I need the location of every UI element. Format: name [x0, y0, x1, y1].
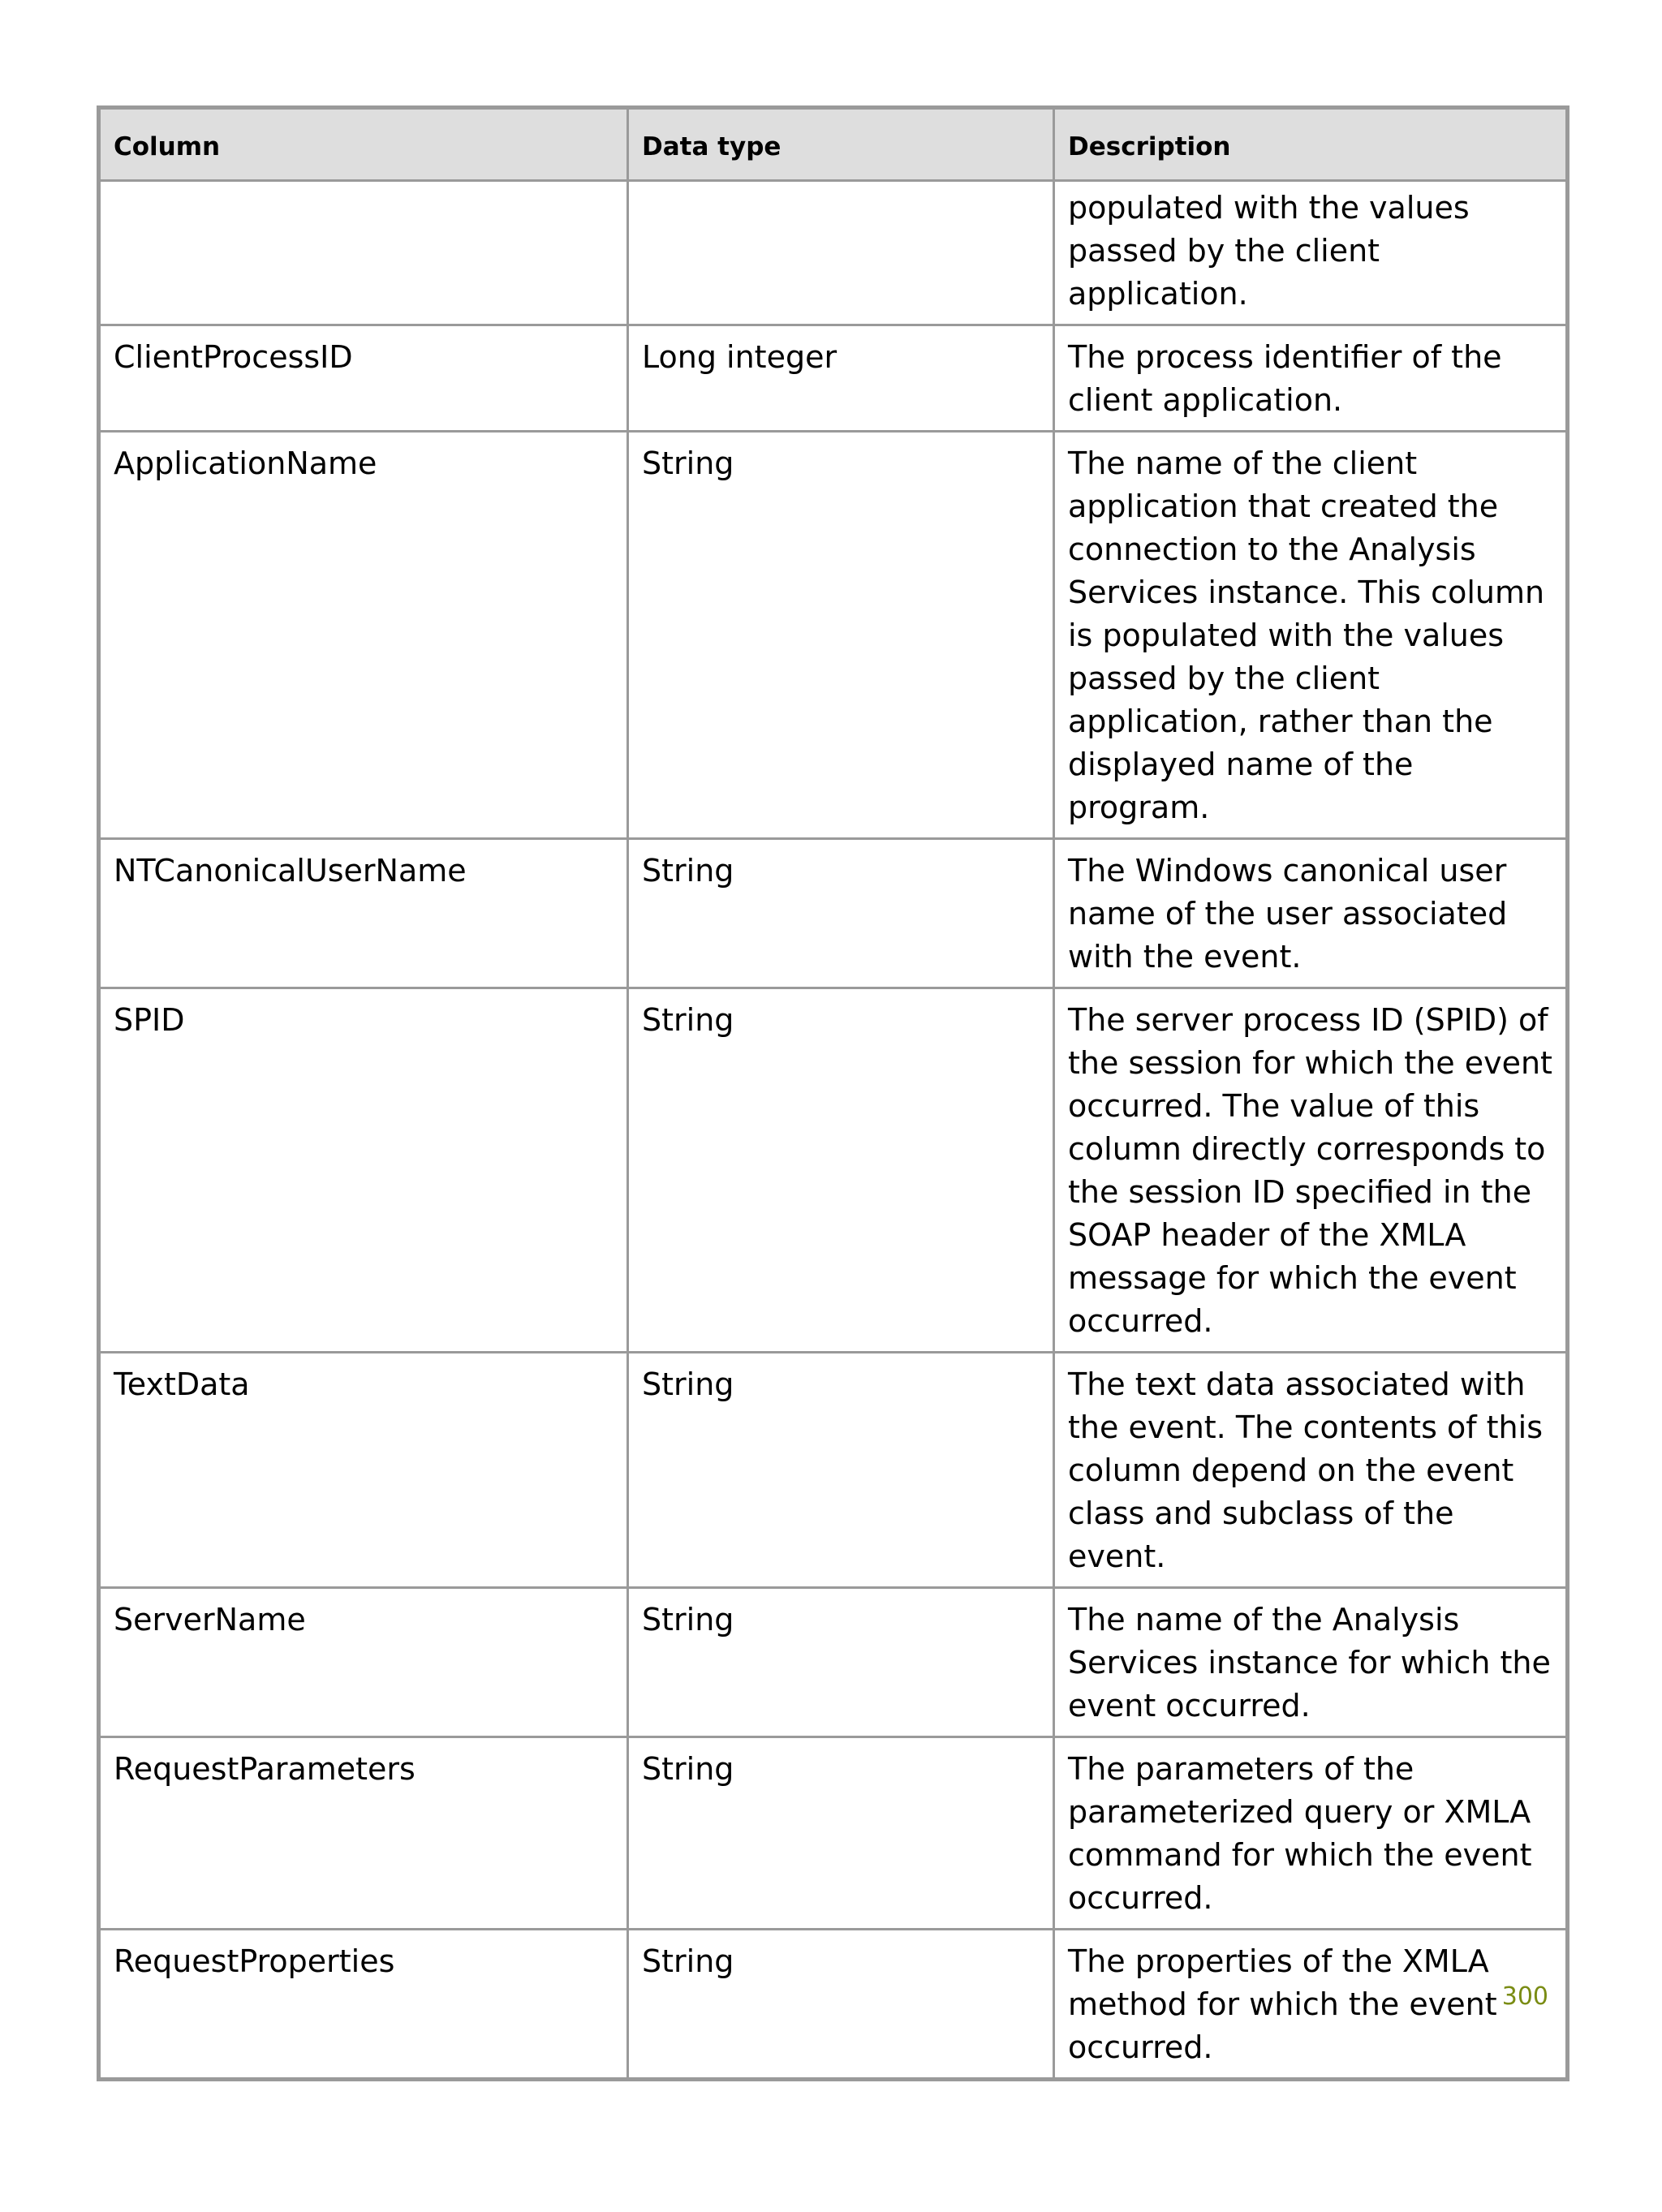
- cell-data-type: Long integer: [628, 325, 1054, 432]
- cell-column: [99, 181, 628, 325]
- cell-column: SPID: [99, 988, 628, 1353]
- cell-data-type: String: [628, 432, 1054, 839]
- cell-description: populated with the values passed by the client application.: [1054, 181, 1568, 325]
- table-row: [99, 325, 1568, 432]
- cell-data-type: String: [628, 988, 1054, 1353]
- header-column: Column: [99, 108, 628, 181]
- table-header: [99, 108, 1568, 181]
- cell-column: ClientProcessID: [99, 325, 628, 432]
- cell-data-type: String: [628, 839, 1054, 988]
- cell-column: TextData: [99, 1353, 628, 1588]
- table-row: [99, 181, 1568, 325]
- cell-data-type: String: [628, 1588, 1054, 1737]
- page-number: 300: [1501, 1982, 1548, 2011]
- cell-column: RequestProperties: [99, 1930, 628, 2080]
- cell-data-type: [628, 181, 1054, 325]
- columns-table: [97, 105, 1569, 2081]
- cell-description: The Windows canonical user name of the user associated with the event.: [1054, 839, 1568, 988]
- table-row: [99, 1588, 1568, 1737]
- cell-description: The parameters of the parameterized query or XMLA command for which the event occurred.: [1054, 1737, 1568, 1930]
- table-row: [99, 1930, 1568, 2080]
- table-row: [99, 1737, 1568, 1930]
- cell-description: The name of the Analysis Services instance for which the event occurred.: [1054, 1588, 1568, 1737]
- cell-description: The properties of the XMLA method for which the event occurred.: [1054, 1930, 1568, 2080]
- table-row: [99, 1353, 1568, 1588]
- cell-description: The process identifier of the client application.: [1054, 325, 1568, 432]
- cell-data-type: String: [628, 1737, 1054, 1930]
- table-row: [99, 988, 1568, 1353]
- cell-data-type: String: [628, 1353, 1054, 1588]
- header-row: [99, 108, 1568, 181]
- cell-data-type: String: [628, 1930, 1054, 2080]
- header-data-type: Data type: [628, 108, 1054, 181]
- cell-description: The text data associated with the event. The contents of this column depend on the event class and subclass of the event.: [1054, 1353, 1568, 1588]
- cell-column: NTCanonicalUserName: [99, 839, 628, 988]
- cell-column: RequestParameters: [99, 1737, 628, 1930]
- header-description: Description: [1054, 108, 1568, 181]
- cell-description: The name of the client application that created the connection to the Analysis Services instance. This column is populated with the values passed by the client application, rather than the displayed name of the program.: [1054, 432, 1568, 839]
- table-row: [99, 432, 1568, 839]
- cell-description: The server process ID (SPID) of the session for which the event occurred. The value of this column directly corresponds to the session ID specified in the SOAP header of the XMLA message for which the event occurred.: [1054, 988, 1568, 1353]
- table-body: [99, 181, 1568, 2080]
- cell-column: ApplicationName: [99, 432, 628, 839]
- cell-column: ServerName: [99, 1588, 628, 1737]
- table-row: [99, 839, 1568, 988]
